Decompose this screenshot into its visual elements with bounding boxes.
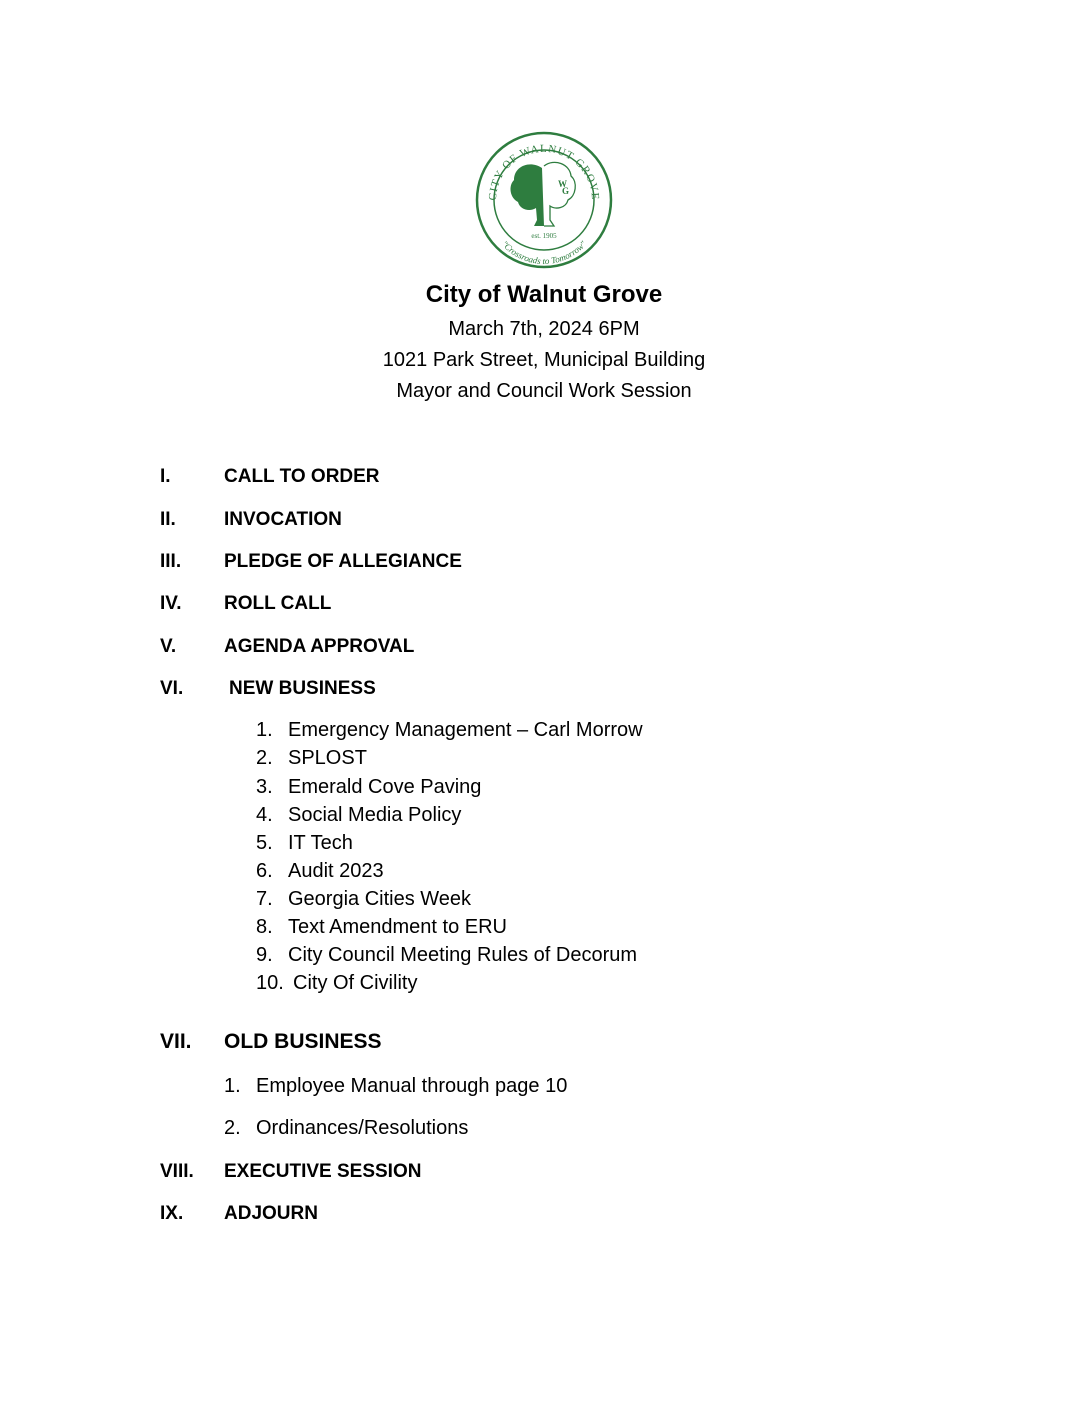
- section-label: OLD BUSINESS: [224, 1030, 382, 1053]
- item-text: Employee Manual through page 10: [256, 1075, 568, 1097]
- section-label: CALL TO ORDER: [224, 466, 380, 487]
- svg-text:CITY OF WALNUT GROVE: CITY OF WALNUT GROVE: [486, 142, 602, 201]
- section-number: I.: [160, 466, 171, 487]
- section-label: ADJOURN: [224, 1203, 318, 1224]
- meeting-type: Mayor and Council Work Session: [396, 380, 692, 402]
- section-number: VII.: [160, 1030, 192, 1053]
- item-text: Georgia Cities Week: [288, 888, 472, 910]
- item-text: Emerald Cove Paving: [288, 776, 482, 798]
- item-number: 8.: [256, 916, 273, 938]
- item-number: 7.: [256, 888, 273, 910]
- item-text: Ordinances/Resolutions: [256, 1117, 469, 1139]
- section-number: VI.: [160, 678, 184, 699]
- item-text: SPLOST: [288, 747, 367, 769]
- item-text: Text Amendment to ERU: [288, 916, 507, 938]
- city-seal-logo: [474, 130, 614, 270]
- svg-text:"Crossroads to Tomorrow": "Crossroads to Tomorrow": [499, 238, 589, 267]
- section-number: VIII.: [160, 1161, 194, 1182]
- item-number: 4.: [256, 804, 273, 826]
- item-number: 2.: [256, 747, 273, 769]
- item-number: 9.: [256, 944, 273, 966]
- item-number: 5.: [256, 832, 273, 854]
- section-label: EXECUTIVE SESSION: [224, 1161, 422, 1182]
- section-label: ROLL CALL: [224, 593, 332, 614]
- section-label: AGENDA APPROVAL: [224, 636, 415, 657]
- item-number: 1.: [224, 1075, 241, 1097]
- item-text: City Of Civility: [293, 972, 418, 994]
- section-number: II.: [160, 509, 176, 530]
- section-number: V.: [160, 636, 177, 657]
- svg-text:est. 1905: est. 1905: [531, 232, 557, 240]
- page-title: City of Walnut Grove: [425, 281, 663, 308]
- item-number: 10.: [256, 972, 284, 994]
- svg-text:W: W: [558, 179, 567, 189]
- section-label: INVOCATION: [224, 509, 342, 530]
- item-text: Audit 2023: [288, 860, 384, 882]
- item-text: Social Media Policy: [288, 804, 462, 826]
- section-number: IV.: [160, 593, 182, 614]
- svg-text:G: G: [562, 186, 570, 196]
- meeting-date: March 7th, 2024 6PM: [448, 318, 640, 340]
- item-number: 3.: [256, 776, 273, 798]
- item-text: IT Tech: [288, 832, 353, 854]
- section-number: III.: [160, 551, 182, 572]
- meeting-location: 1021 Park Street, Municipal Building: [382, 349, 706, 371]
- item-number: 6.: [256, 860, 273, 882]
- item-number: 2.: [224, 1117, 241, 1139]
- section-label: PLEDGE OF ALLEGIANCE: [224, 551, 462, 572]
- item-text: Emergency Management – Carl Morrow: [288, 719, 643, 741]
- section-label: NEW BUSINESS: [229, 678, 376, 699]
- section-number: IX.: [160, 1203, 184, 1224]
- item-number: 1.: [256, 719, 273, 741]
- item-text: City Council Meeting Rules of Decorum: [288, 944, 638, 966]
